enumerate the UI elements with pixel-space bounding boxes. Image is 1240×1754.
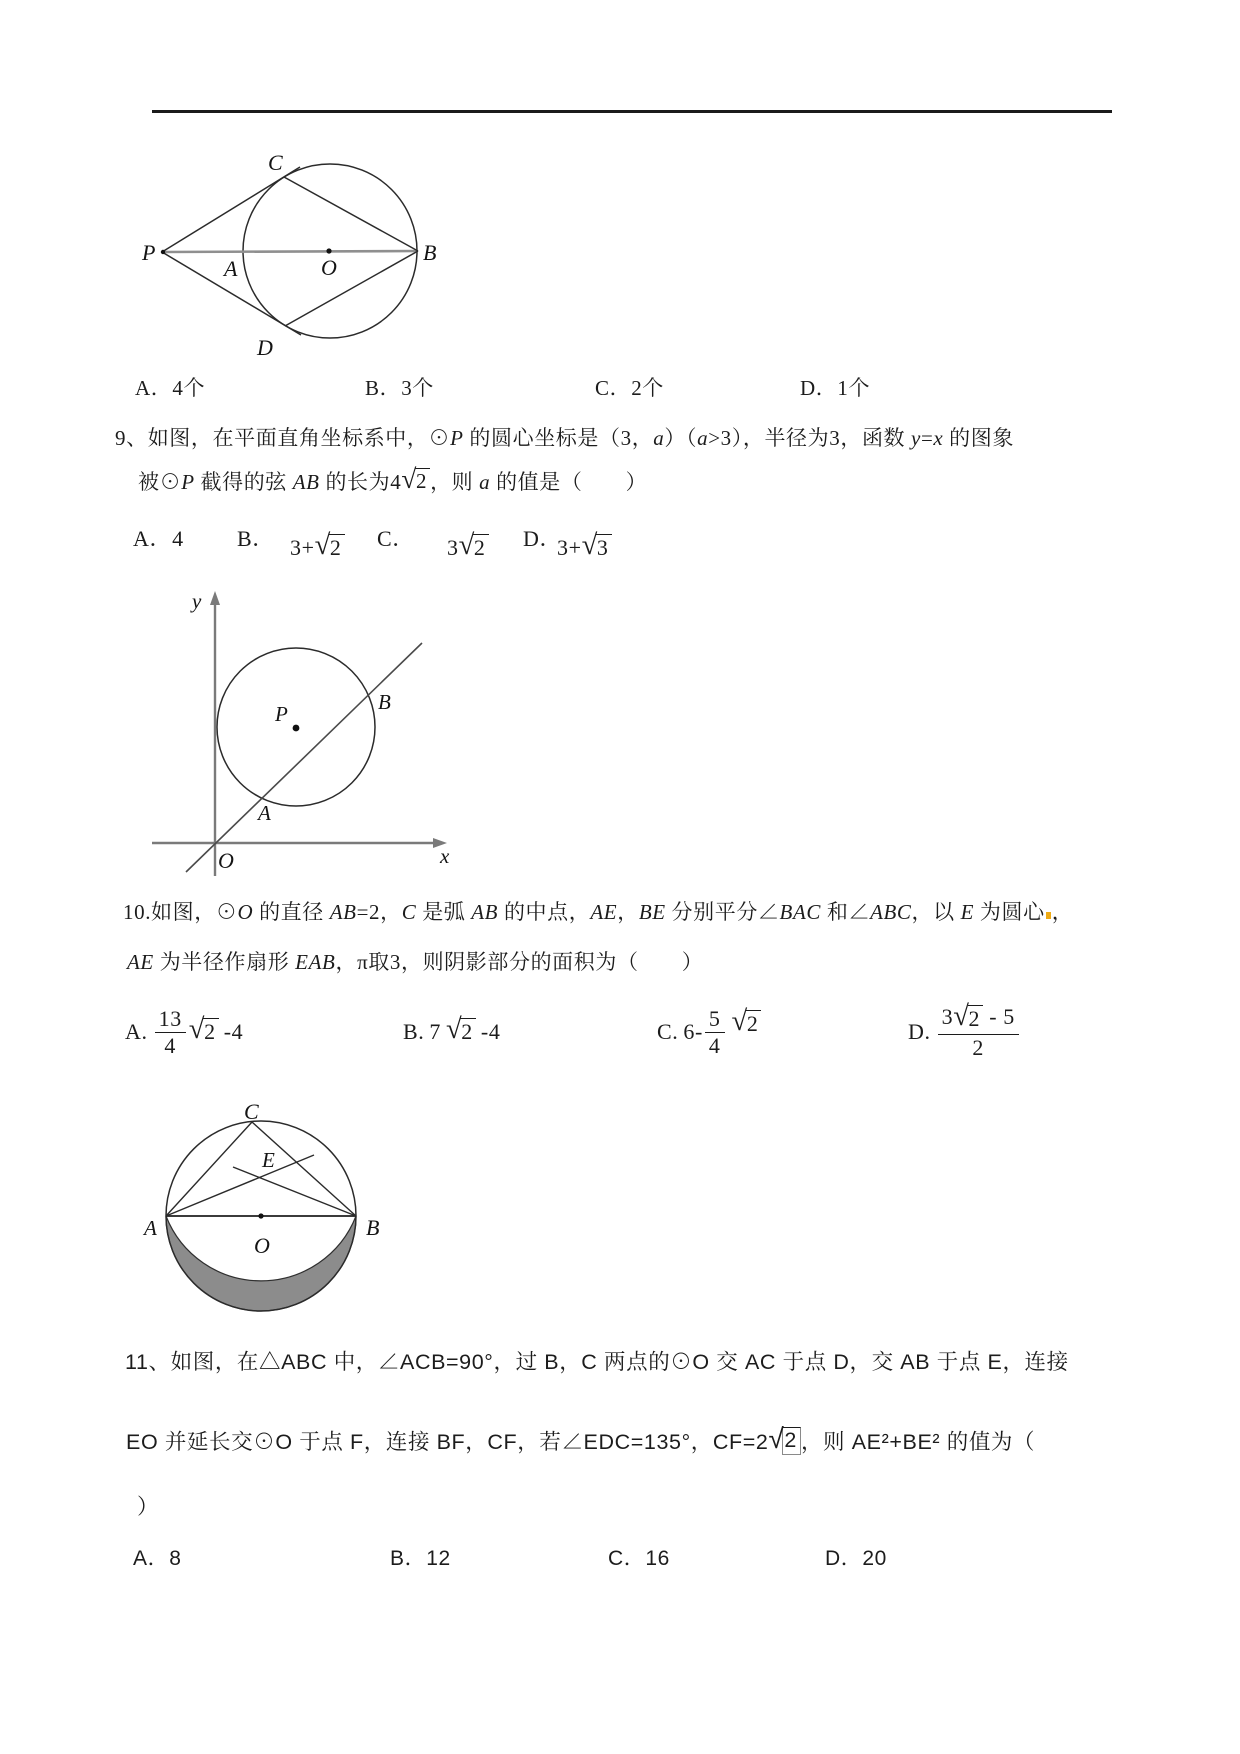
option-q10-a <box>125 1000 243 1064</box>
question-10-line-2: AE 为半径作扇形 EAB，π取3，则阴影部分的面积为（ ） <box>127 950 704 974</box>
label-y-axis: y <box>192 589 202 613</box>
option-q10-d <box>908 1000 1021 1064</box>
fraction: $\frac{5}{4}$ <box>705 1007 725 1056</box>
label-B: B <box>378 690 391 714</box>
question-11-line-2 <box>126 1425 1035 1456</box>
radical: √ 2 <box>446 1018 476 1045</box>
q9-line2-post: ，则 a 的值是（ ） <box>430 470 648 494</box>
radical-sign: √ <box>581 530 598 561</box>
question-11-line-3: ） <box>137 1495 160 1519</box>
label-A: A <box>144 1216 157 1240</box>
label-C: C <box>244 1099 259 1124</box>
option-tail: -4 <box>223 1019 244 1044</box>
question-10-line-1 <box>123 896 1073 926</box>
option-q9-c-expr: 3 √ 2 <box>447 534 489 561</box>
radical: √ 2 <box>732 1010 762 1037</box>
center-dot-P <box>293 725 300 732</box>
figure-q9-coordinate-circle <box>140 588 460 888</box>
chord-DB <box>285 251 418 326</box>
label-A: A <box>224 256 238 281</box>
radical-sign: √ <box>314 530 331 561</box>
option-q10-c <box>657 1000 761 1064</box>
option-q9-b-expr: 3+ √ 2 <box>290 534 345 561</box>
bisector-BE <box>233 1167 356 1216</box>
q9-sqrt: √ 2 <box>401 468 430 494</box>
question-9-line-2 <box>138 466 647 496</box>
option-letter: A. <box>125 1019 148 1044</box>
radical-sign: √ <box>768 1423 785 1454</box>
line-y-equals-x <box>186 643 422 872</box>
radical-sign: √ <box>458 530 475 561</box>
label-D: D <box>257 335 273 360</box>
bisector-AE <box>166 1155 314 1216</box>
label-x-axis: x <box>440 844 450 868</box>
q10-line1-tail: ， <box>1051 900 1074 924</box>
option-q10-b <box>403 1000 500 1064</box>
option-letter: C. <box>657 1019 679 1044</box>
label-P: P <box>275 702 288 726</box>
option-q11-c: C．16 <box>608 1547 670 1570</box>
radical: √ 2 <box>189 1018 219 1045</box>
option-q11-a: A．8 <box>133 1547 182 1570</box>
option-letter: D. <box>908 1019 931 1044</box>
radical-sign: √ <box>445 1014 463 1046</box>
option-q8-d: D．1个 <box>800 376 871 400</box>
tangent-PC <box>162 167 300 252</box>
label-C: C <box>268 150 283 175</box>
q11-line2-post: ，则 AE²+BE² 的值为（ <box>800 1430 1036 1454</box>
y-axis-arrow <box>210 591 220 605</box>
center-dot-O <box>326 248 331 253</box>
option-tail: -4 <box>480 1019 501 1044</box>
option-q8-c: C．2个 <box>595 376 664 400</box>
label-E: E <box>262 1148 275 1172</box>
radical-sign: √ <box>188 1014 206 1046</box>
label-B: B <box>423 240 437 265</box>
option-q11-d: D．20 <box>825 1547 887 1570</box>
coefficient: 7 <box>429 1019 441 1044</box>
fraction-denominator: 2 <box>972 1034 985 1060</box>
q9-line2-pre: 被⊙P 截得的弦 AB 的长为4 <box>138 470 402 494</box>
label-B: B <box>366 1215 380 1240</box>
center-dot-O <box>258 1213 263 1218</box>
option-q11-b: B．12 <box>390 1547 451 1570</box>
radical-sign: √ <box>401 464 417 494</box>
question-9-line-1: 9、如图，在平面直角坐标系中，⊙P 的圆心坐标是（3，a）（a>3），半径为3，函数 y=x 的图象 <box>115 426 1014 450</box>
label-O: O <box>254 1233 270 1258</box>
q10-line1-text: 10.如图，⊙O 的直径 AB=2，C 是弧 AB 的中点，AE，BE 分别平分∠BAC 和∠ABC，以 E 为圆心 <box>123 900 1045 924</box>
label-O: O <box>321 255 337 280</box>
line-PB <box>162 251 418 252</box>
point-P-dot <box>161 250 165 254</box>
option-q9-b-letter: B． <box>237 526 275 551</box>
fraction <box>938 1001 1019 1060</box>
chord-CB <box>284 177 418 251</box>
q11-sqrt-boxed: √ 2 <box>768 1427 801 1455</box>
question-11-line-1: 11、如图，在△ABC 中，∠ACB=90°，过 B，C 两点的⊙O 交 AC 于点 D，交 AB 于点 E，连接 <box>125 1350 1069 1374</box>
label-A: A <box>258 801 271 825</box>
option-q9-d-expr: 3+ √ 3 <box>557 534 612 561</box>
q11-line2-pre: EO 并延长交⊙O 于点 F，连接 BF，CF，若∠EDC=135°，CF=2 <box>126 1430 769 1454</box>
radical: √ 2 <box>953 1005 983 1032</box>
fraction: $\frac{13}{4}$ <box>155 1007 186 1056</box>
option-q9-c-letter: C． <box>377 526 415 551</box>
label-origin-O: O <box>218 848 234 873</box>
option-prefix: 6- <box>683 1019 703 1044</box>
spellcheck-mark <box>1046 912 1051 919</box>
option-q8-a: A．4个 <box>135 376 206 400</box>
label-P: P <box>142 240 156 265</box>
option-letter: B. <box>403 1019 425 1044</box>
option-q9-d-letter: D． <box>523 526 563 551</box>
option-q9-a: A．4 <box>133 526 184 551</box>
radical-sign: √ <box>953 1001 970 1033</box>
shaded-lune <box>166 1216 356 1311</box>
figure-q8-circle-tangents <box>140 128 440 363</box>
figure-q10-shaded-circle <box>140 1085 420 1340</box>
radical-sign: √ <box>731 1006 748 1038</box>
option-q8-b: B．3个 <box>365 376 434 400</box>
top-divider-line <box>152 110 1112 113</box>
fraction-numerator: 3 √ 2 - 5 <box>938 1005 1019 1034</box>
